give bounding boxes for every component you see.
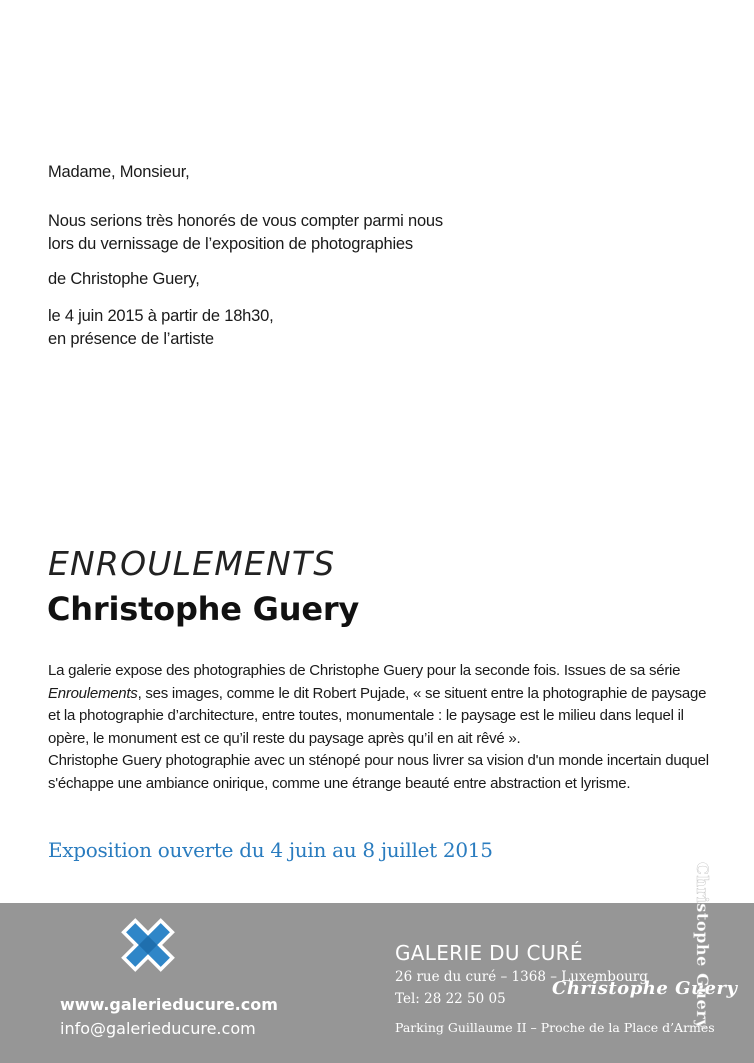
letter-greeting: Madame, Monsieur, (48, 163, 190, 181)
exhibition-dates: Exposition ouverte du 4 juin au 8 juillet 2015 (48, 838, 493, 862)
gallery-name: GALERIE DU CURÉ (395, 941, 583, 965)
description-text: La galerie expose des photographies de Christophe Guery pour la seconde fois. Issues de sa série (48, 662, 681, 679)
invitation-line: Nous serions très honorés de vous compter parmi nous (48, 212, 443, 230)
gallery-address: 26 rue du curé – 1368 – Luxembourg (395, 969, 648, 985)
artist-name-heading: Christophe Guery (47, 590, 360, 628)
website-link[interactable]: www.galerieducure.com (60, 995, 278, 1014)
invitation-date (48, 305, 274, 351)
artist-signature: Christophe Guery (552, 978, 738, 999)
description-text: , ses images, comme le dit Robert Pujade, « se situent entre la photographie de paysage et la photographie d’architecture, entre toutes, monumentale : le paysage est le milieu dans lequel il opère, le monument est ce qu’il reste du paysage après qu’il en ait rêvé ». (48, 684, 707, 747)
vertical-signature-text: Christophe Guery (693, 862, 712, 1030)
artist-signature-vertical (692, 862, 712, 1042)
description-paragraph (48, 660, 718, 750)
gallery-parking: Parking Guillaume II – Proche de la Place d’Armes (395, 1020, 715, 1035)
series-name: Enroulements (48, 684, 138, 702)
description-paragraph: Christophe Guery photographie avec un sténopé pour nous livrer sa vision d'un monde incertain duquel s'échappe une ambiance onirique, comme une étrange beauté entre abstraction et lyrisme. (48, 752, 709, 792)
invitation-line: lors du vernissage de l’exposition de photographies (48, 235, 413, 253)
invitation-text (48, 210, 443, 256)
invitation-artist: de Christophe Guery, (48, 270, 200, 288)
invitation-date-line: le 4 juin 2015 à partir de 18h30, (48, 307, 274, 325)
gallery-footer (0, 903, 754, 1063)
gallery-phone: Tel: 28 22 50 05 (395, 991, 506, 1007)
exhibition-description (48, 660, 718, 796)
exhibition-title: ENROULEMENTS (48, 544, 336, 583)
invitation-presence-line: en présence de l’artiste (48, 330, 214, 348)
email-link[interactable]: info@galerieducure.com (60, 1019, 256, 1038)
galerie-x-logo-icon (118, 915, 178, 975)
